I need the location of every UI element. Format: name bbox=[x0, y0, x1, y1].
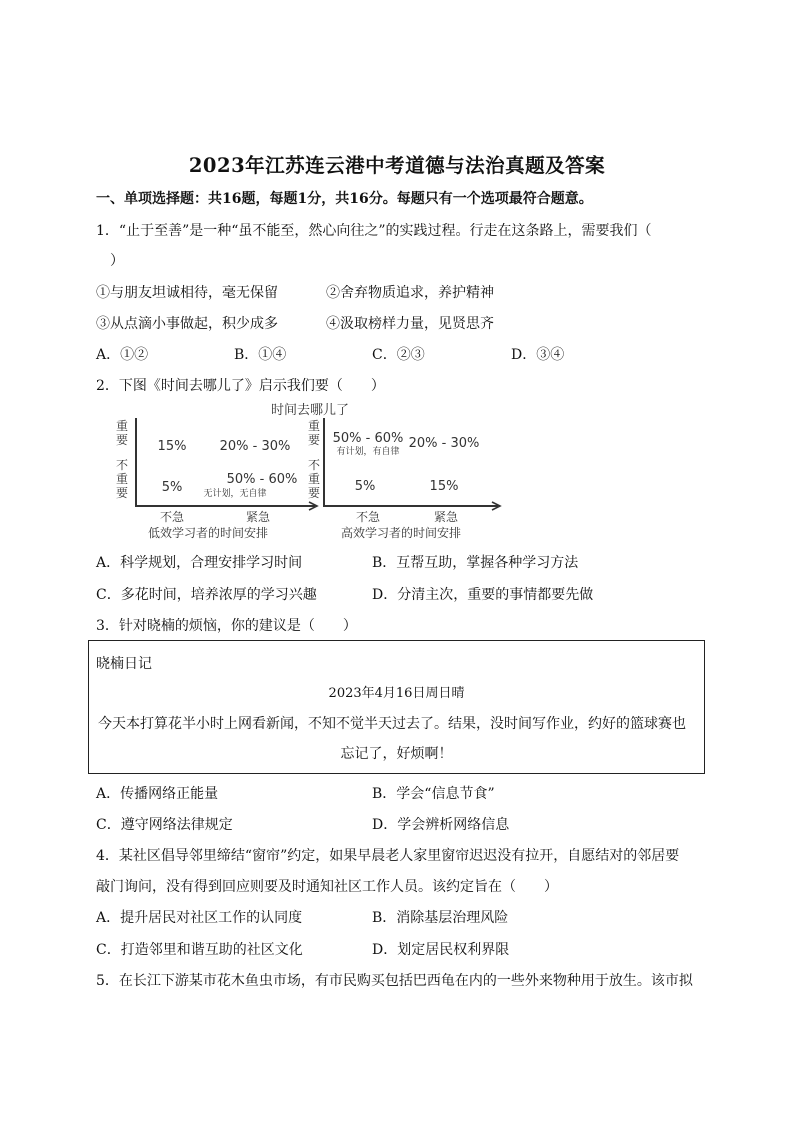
q2-option-b: B．互帮互助，掌握各种学习方法 bbox=[372, 555, 579, 571]
q4-option-b: B．消除基层治理风险 bbox=[372, 910, 509, 926]
q4-option-c: C．打造邻里和谐互助的社区文化 bbox=[96, 942, 303, 958]
diary-line2: 忘记了，好烦啊！ bbox=[340, 746, 453, 762]
right-cell-important-urgent: 20% - 30% bbox=[408, 436, 480, 451]
q4-stem-line1: 4．某社区倡导邻里缔结“窗帘”约定，如果早晨老人家里窗帘迟迟没有拉开，自愿结对的邻居要 bbox=[96, 848, 680, 864]
q4-stem-line2: 敲门询问，没有得到回应则要及时通知社区工作人员。该约定旨在（ ） bbox=[96, 879, 558, 895]
q1-statement-2: ②舍弃物质追求，养护精神 bbox=[326, 285, 494, 301]
diary-line1: 今天本打算花半小时上网看新闻，不知不觉半天过去了。结果，没时间写作业，约好的篮球赛也 bbox=[98, 716, 686, 732]
page-title: 2023年江苏连云港中考道德与法治真题及答案 bbox=[188, 154, 606, 177]
q1-stem-line1: 1．“止于至善”是一种“虽不能至，然心向往之”的实践过程。行走在这条路上，需要我们（ bbox=[96, 223, 652, 239]
left-ylabel-top-char2: 要 bbox=[115, 433, 129, 447]
left-cell-important-not-urgent: 15% bbox=[157, 439, 187, 454]
left-ylabel-top-char1: 重 bbox=[115, 419, 129, 433]
chart-title: 时间去哪儿了 bbox=[270, 403, 350, 418]
q5-stem-line1: 5．在长江下游某市花木鱼虫市场，有市民购买包括巴西龟在内的一些外来物种用于放生。该市拟 bbox=[96, 973, 693, 989]
q3-option-b: B．学会“信息节食” bbox=[372, 786, 495, 802]
left-xlabel-right: 紧急 bbox=[245, 510, 271, 524]
q1-statement-1: ①与朋友坦诚相待，毫无保留 bbox=[96, 285, 278, 301]
q1-option-c: C．②③ bbox=[372, 347, 425, 363]
right-ylabel-bottom-char1: 不 bbox=[307, 458, 321, 472]
right-ylabel-bottom-char3: 要 bbox=[307, 486, 321, 500]
q2-option-c: C．多花时间，培养浓厚的学习兴趣 bbox=[96, 587, 317, 603]
q1-option-a: A．①② bbox=[96, 347, 149, 363]
right-xlabel-right: 紧急 bbox=[433, 510, 459, 524]
diary-date: 2023年4月16日周日晴 bbox=[328, 686, 465, 701]
diary-box bbox=[88, 640, 705, 774]
right-cell-important-not-urgent-note: 有计划，有自律 bbox=[336, 447, 400, 457]
q3-option-d: D．学会辨析网络信息 bbox=[372, 817, 510, 833]
right-panel-caption: 高效学习者的时间安排 bbox=[340, 526, 462, 540]
q1-statement-3: ③从点滴小事做起，积少成多 bbox=[96, 316, 278, 332]
left-ylabel-top bbox=[116, 418, 128, 447]
q2-option-a: A．科学规划，合理安排学习时间 bbox=[96, 555, 303, 571]
left-cell-unimportant-urgent-note: 无计划，无自律 bbox=[203, 489, 267, 499]
right-cell-important-not-urgent: 50% - 60% bbox=[332, 431, 404, 446]
right-ylabel-top bbox=[308, 418, 320, 447]
q3-stem: 3．针对晓楠的烦恼，你的建议是（ ） bbox=[96, 618, 357, 634]
left-ylabel-bottom-char3: 要 bbox=[115, 486, 129, 500]
q1-option-b: B．①④ bbox=[234, 347, 287, 363]
q4-option-a: A．提升居民对社区工作的认同度 bbox=[96, 910, 303, 926]
q4-option-d: D．划定居民权利界限 bbox=[372, 942, 510, 958]
left-cell-important-urgent: 20% - 30% bbox=[219, 439, 291, 454]
section-heading: 一、单项选择题：共16题，每题1分，共16分。每题只有一个选项最符合题意。 bbox=[96, 191, 593, 207]
right-cell-unimportant-not-urgent: 5% bbox=[354, 479, 376, 494]
time-chart bbox=[110, 398, 510, 543]
left-ylabel-bottom-char2: 重 bbox=[115, 472, 129, 486]
left-ylabel-bottom-char1: 不 bbox=[115, 458, 129, 472]
left-cell-unimportant-not-urgent: 5% bbox=[161, 480, 183, 495]
q3-option-c: C．遵守网络法律规定 bbox=[96, 817, 233, 833]
q2-stem: 2．下图《时间去哪儿了》启示我们要（ ） bbox=[96, 378, 385, 394]
left-xlabel-left: 不急 bbox=[159, 510, 185, 524]
right-xlabel-left: 不急 bbox=[355, 510, 381, 524]
q2-option-d: D．分清主次，重要的事情都要先做 bbox=[372, 587, 594, 603]
q1-statement-4: ④汲取榜样力量，见贤思齐 bbox=[326, 316, 494, 332]
right-ylabel-top-char1: 重 bbox=[307, 419, 321, 433]
q1-option-d: D．③④ bbox=[511, 347, 565, 363]
q3-option-a: A．传播网络正能量 bbox=[96, 786, 219, 802]
right-ylabel-bottom bbox=[308, 458, 320, 500]
right-ylabel-bottom-char2: 重 bbox=[307, 472, 321, 486]
left-cell-unimportant-urgent: 50% - 60% bbox=[226, 472, 298, 487]
right-cell-unimportant-urgent: 15% bbox=[429, 479, 459, 494]
left-panel-caption: 低效学习者的时间安排 bbox=[147, 526, 269, 540]
diary-title: 晓楠日记 bbox=[96, 656, 152, 672]
left-ylabel-bottom bbox=[116, 458, 128, 500]
right-ylabel-top-char2: 要 bbox=[307, 433, 321, 447]
q1-stem-line2: ） bbox=[110, 253, 124, 269]
